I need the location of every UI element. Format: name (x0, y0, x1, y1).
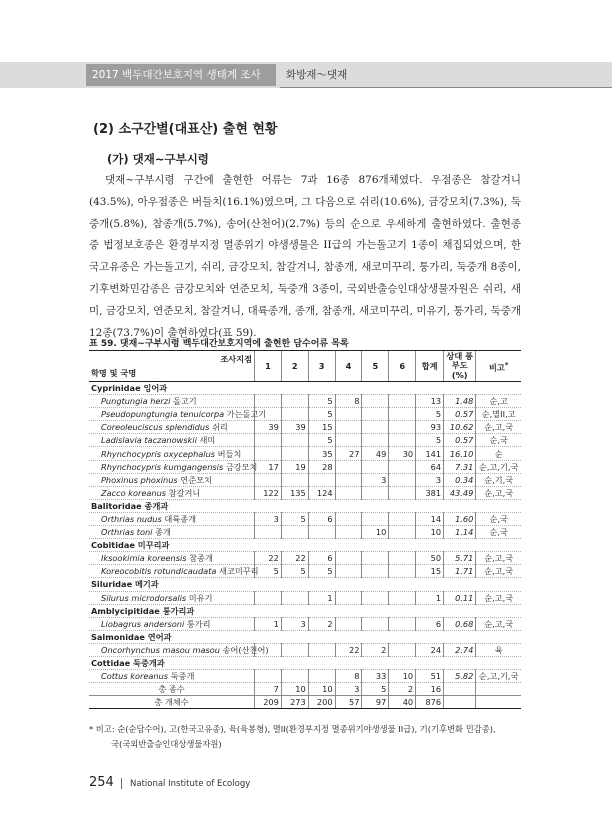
site-header: 2 (281, 351, 308, 382)
site-header: 4 (335, 351, 362, 382)
species-total: 50 (416, 552, 444, 565)
relative-abundance: 2.74 (444, 643, 476, 656)
relative-abundance: 1.60 (444, 512, 476, 525)
site-label: 조사지점 (220, 354, 252, 364)
korean-name: 대륙종개 (164, 513, 197, 524)
site-count (362, 486, 389, 499)
site-count (389, 552, 416, 565)
species-note: 순,기,국 (476, 473, 521, 486)
scientific-name: Rhynchocypris oxycephalus (101, 448, 216, 459)
total-header: 합계 (416, 351, 444, 382)
site-count (281, 434, 308, 447)
summary-total: 876 (416, 696, 444, 709)
summary-count: 40 (389, 696, 416, 709)
scientific-name: Phoxinus phoxinus (101, 474, 178, 485)
site-count: 1 (308, 591, 335, 604)
site-count (254, 473, 281, 486)
summary-ratio-empty (444, 696, 476, 709)
species-note: 순,고,국 (476, 617, 521, 630)
family-name: Amblycipitidae 퉁가리과 (89, 604, 521, 617)
species-total: 24 (416, 643, 444, 656)
species-note: 순,국 (476, 512, 521, 525)
table-row (89, 460, 521, 473)
table-row (89, 526, 521, 539)
section-title: (2) 소구간별(대표산) 출현 현황 (93, 122, 278, 137)
relative-abundance: 16.10 (444, 447, 476, 460)
scientific-name: Ladislavia taczanowskii (101, 435, 197, 446)
site-count: 5 (281, 512, 308, 525)
site-count (281, 447, 308, 460)
species-total: 14 (416, 512, 444, 525)
table-header-row (89, 351, 521, 382)
korean-name: 새미 (199, 435, 216, 446)
site-count: 39 (281, 421, 308, 434)
species-total: 381 (416, 486, 444, 499)
site-count (362, 434, 389, 447)
species-total: 1 (416, 591, 444, 604)
note-header-label: 비고 (488, 362, 505, 373)
summary-count: 5 (362, 683, 389, 696)
header-chapter: 화방재～댓재 (286, 69, 348, 81)
site-count (254, 434, 281, 447)
species-note: 순,고,국 (476, 421, 521, 434)
korean-name: 퉁가리 (186, 618, 211, 629)
species-total: 15 (416, 565, 444, 578)
relative-abundance: 5.82 (444, 670, 476, 683)
page-number: 254 (89, 775, 114, 790)
species-note: 순,고,국 (476, 486, 521, 499)
species-name-cell (89, 447, 254, 460)
species-name-cell (89, 421, 254, 434)
species-total: 141 (416, 447, 444, 460)
species-total: 5 (416, 434, 444, 447)
site-count: 5 (281, 565, 308, 578)
site-count: 6 (308, 512, 335, 525)
site-count: 2 (308, 617, 335, 630)
site-count (362, 552, 389, 565)
summary-count: 273 (281, 696, 308, 709)
summary-label: 총 종수 (89, 683, 254, 696)
korean-name: 참종개 (189, 553, 213, 564)
relative-abundance: 0.57 (444, 408, 476, 421)
site-count (254, 447, 281, 460)
site-count: 15 (308, 421, 335, 434)
table-row (89, 512, 521, 525)
site-count: 39 (254, 421, 281, 434)
scientific-name: Pseudopungtungia tenuicorpa (101, 409, 225, 420)
relative-abundance: 0.57 (444, 434, 476, 447)
footer-separator (121, 778, 122, 789)
scientific-name: Silurus microdorsalis (101, 592, 187, 603)
site-count: 5 (254, 565, 281, 578)
site-count (308, 643, 335, 656)
species-total: 3 (416, 473, 444, 486)
summary-count: 2 (389, 683, 416, 696)
site-count: 22 (281, 552, 308, 565)
site-count (254, 670, 281, 683)
site-count (308, 473, 335, 486)
site-count (362, 591, 389, 604)
site-count: 1 (254, 617, 281, 630)
table-caption: 표 59. 댓재~구부시령 백두대간보호지역에 출현한 담수어류 목록 (89, 339, 349, 349)
site-count (335, 473, 362, 486)
scientific-name: Liobagrus andersoni (101, 618, 185, 629)
site-count (335, 526, 362, 539)
species-name-cell (89, 526, 254, 539)
site-count (335, 591, 362, 604)
site-count: 124 (308, 486, 335, 499)
species-note: 순,고,국 (476, 565, 521, 578)
relative-abundance: 7.31 (444, 460, 476, 473)
summary-count: 200 (308, 696, 335, 709)
korean-name: 쉬리 (211, 422, 228, 433)
species-total: 64 (416, 460, 444, 473)
table-row (89, 408, 521, 421)
korean-name: 가는돌고기 (226, 409, 267, 420)
site-count: 17 (254, 460, 281, 473)
fish-table (89, 350, 521, 709)
summary-count: 57 (335, 696, 362, 709)
site-count (281, 473, 308, 486)
table-row (89, 421, 521, 434)
site-count: 10 (389, 670, 416, 683)
species-total: 6 (416, 617, 444, 630)
relative-abundance: 0.68 (444, 617, 476, 630)
summary-count: 209 (254, 696, 281, 709)
footnote-line: 국(국외반출승인대상생물자원) (111, 739, 222, 749)
site-count (335, 617, 362, 630)
table-row (89, 591, 521, 604)
species-name-cell (89, 395, 254, 408)
family-row (89, 382, 521, 395)
site-count (308, 526, 335, 539)
site-count (389, 460, 416, 473)
family-row (89, 539, 521, 552)
individual-total-row (89, 696, 521, 709)
site-count (389, 526, 416, 539)
header-corner-cell (89, 351, 254, 382)
site-count: 135 (281, 486, 308, 499)
relative-abundance: 0.34 (444, 473, 476, 486)
site-count: 27 (335, 447, 362, 460)
summary-count: 3 (335, 683, 362, 696)
footnote (89, 722, 529, 752)
species-name-cell (89, 591, 254, 604)
site-count (281, 591, 308, 604)
species-total: 13 (416, 395, 444, 408)
summary-ratio-empty (444, 683, 476, 696)
site-count (281, 408, 308, 421)
site-count: 5 (308, 395, 335, 408)
species-name-cell (89, 460, 258, 473)
site-count (389, 473, 416, 486)
site-count: 122 (254, 486, 281, 499)
site-count (335, 460, 362, 473)
site-count: 3 (254, 512, 281, 525)
table-row (89, 617, 521, 630)
note-header (476, 351, 521, 382)
site-count (335, 486, 362, 499)
table-row (89, 565, 521, 578)
site-count: 49 (362, 447, 389, 460)
site-count (335, 421, 362, 434)
site-count (389, 643, 416, 656)
korean-name: 참갈겨니 (168, 487, 201, 498)
note-header-mark: * (504, 360, 509, 369)
family-name: Balitoridae 종개과 (89, 499, 521, 512)
species-note: 순,멸II,고 (476, 408, 521, 421)
site-count (335, 565, 362, 578)
header-report-title: 2017 백두대간보호지역 생태계 조사 (86, 64, 276, 86)
summary-count: 10 (281, 683, 308, 696)
family-row (89, 630, 521, 643)
family-row (89, 578, 521, 591)
table-row (89, 434, 521, 447)
body-paragraph: 댓재~구부시령 구간에 출현한 어류는 7과 16종 876개체였다. 우점종은 참갈겨니(43.5%), 아우점종은 버들치(16.1%)였으며, 그 다음으로 쉬리(10.6%), 금강모치(7.3%), 둑중개(5.8%), 참종개(5.7%), 송어(산천어)(2.7%) 등의 순으로 우세하게 출현하였다. 출현종 중 법정보호종은 환경부지정 멸종위기 야생생물은 II급의 가는돌고기 1종이 채집되었으며, 한국고유종은 가는돌고기, 쉬리, 금강모치, 참갈겨니, 참종개, 새코미꾸리, 퉁가리, 둑중개 8종이, 기후변화민감종은 금강모치와 연준모치, 둑중개 3종이, 국외반출승인대상생물자원은 쉬리, 새미, 금강모치, 연준모치, 참갈겨니, 대륙종개, 종개, 참종개, 새코미꾸리, 미유기, 퉁가리, 둑중개 12종(73.7%)이 출현하였다(표 59). (89, 174, 521, 339)
relative-abundance: 43.49 (444, 486, 476, 499)
korean-name: 버들치 (217, 448, 242, 459)
korean-name: 돌고기 (172, 396, 197, 407)
site-count: 3 (362, 473, 389, 486)
header-rule (280, 87, 612, 88)
species-note: 순,국 (476, 434, 521, 447)
site-count (389, 395, 416, 408)
site-count (362, 565, 389, 578)
table-row (89, 447, 521, 460)
species-total: 10 (416, 526, 444, 539)
site-count: 30 (389, 447, 416, 460)
korean-name: 연준모치 (180, 474, 212, 485)
species-total: 93 (416, 421, 444, 434)
site-count (335, 552, 362, 565)
family-name: Cyprinidae 잉어과 (89, 382, 521, 395)
species-note: 육 (476, 643, 521, 656)
site-count: 22 (254, 552, 281, 565)
species-name-cell (89, 512, 254, 525)
korean-name: 미유기 (188, 592, 213, 603)
site-count: 5 (308, 434, 335, 447)
species-name-cell (89, 565, 259, 578)
summary-count: 10 (308, 683, 335, 696)
site-count: 6 (308, 552, 335, 565)
site-count (281, 526, 308, 539)
table-row (89, 395, 521, 408)
species-note: 순,고,기,국 (476, 460, 521, 473)
species-note: 순,국 (476, 526, 521, 539)
species-total: 5 (416, 408, 444, 421)
summary-note-empty (476, 683, 521, 696)
site-count (362, 617, 389, 630)
site-count (389, 434, 416, 447)
site-count (281, 670, 308, 683)
site-count (389, 512, 416, 525)
family-name: Siluridae 메기과 (89, 578, 521, 591)
species-name-cell (89, 670, 254, 683)
korean-name: 새코미꾸리 (219, 566, 259, 577)
species-total: 51 (416, 670, 444, 683)
species-name-cell (89, 473, 254, 486)
species-name-cell (89, 486, 254, 499)
species-note: 순,고,국 (476, 591, 521, 604)
site-count (389, 486, 416, 499)
site-count: 35 (308, 447, 335, 460)
site-count: 19 (281, 460, 308, 473)
species-note: 순,고,기,국 (476, 670, 521, 683)
site-count (335, 434, 362, 447)
scientific-name: Orthrias nudus (101, 513, 162, 524)
family-name: Salmonidae 연어과 (89, 630, 521, 643)
site-header: 6 (389, 351, 416, 382)
relative-abundance: 1.48 (444, 395, 476, 408)
footer-institute: National Institute of Ecology (130, 779, 251, 789)
scientific-name: Pungtungia herzi (101, 396, 171, 407)
family-row (89, 499, 521, 512)
table-row (89, 486, 521, 499)
subsection-title: (가) 댓재~구부시령 (107, 152, 209, 166)
species-note: 순,고 (476, 395, 521, 408)
relative-abundance: 10.62 (444, 421, 476, 434)
species-name-cell (89, 643, 269, 656)
family-name: Cottidae 둑중개과 (89, 656, 521, 669)
site-count (254, 526, 281, 539)
site-count (281, 395, 308, 408)
relative-abundance: 5.71 (444, 552, 476, 565)
scientific-name: Koreocobitis rotundicaudata (101, 566, 217, 577)
ratio-header: 상대 풍부도 (%) (444, 351, 476, 382)
site-header: 5 (362, 351, 389, 382)
species-note: 순 (476, 447, 521, 460)
scientific-name: Coreoleuciscus splendidus (101, 422, 210, 433)
summary-count: 97 (362, 696, 389, 709)
site-count: 22 (335, 643, 362, 656)
korean-name: 둑중개 (170, 671, 195, 682)
site-count: 10 (362, 526, 389, 539)
scientific-name: Orthrias toni (101, 527, 153, 538)
summary-note-empty (476, 696, 521, 709)
scientific-name: Zacco koreanus (101, 487, 167, 498)
korean-name: 금강모치 (225, 461, 258, 472)
site-count: 8 (335, 395, 362, 408)
species-name-cell (89, 617, 254, 630)
site-count (254, 591, 281, 604)
scientific-name: Rhynchocypris kumgangensis (101, 461, 224, 472)
site-count: 28 (308, 460, 335, 473)
relative-abundance: 0.11 (444, 591, 476, 604)
species-note: 순,고,국 (476, 552, 521, 565)
site-count: 3 (281, 617, 308, 630)
species-total-row (89, 683, 521, 696)
site-header: 1 (254, 351, 281, 382)
name-label: 학명 및 국명 (91, 368, 137, 378)
site-count (254, 395, 281, 408)
site-count (362, 408, 389, 421)
table-row (89, 670, 521, 683)
korean-name: 종개 (155, 527, 171, 538)
site-count (308, 670, 335, 683)
species-name-cell (89, 434, 254, 447)
summary-count: 7 (254, 683, 281, 696)
table-row (89, 473, 521, 486)
site-count (362, 395, 389, 408)
site-count (335, 408, 362, 421)
site-header: 3 (308, 351, 335, 382)
scientific-name: Iksookimia koreensis (101, 553, 187, 564)
species-name-cell (89, 408, 267, 421)
site-count: 8 (335, 670, 362, 683)
site-count (389, 565, 416, 578)
site-count: 5 (308, 565, 335, 578)
site-count (389, 617, 416, 630)
relative-abundance: 1.71 (444, 565, 476, 578)
family-row (89, 656, 521, 669)
family-name: Cobitidae 미꾸리과 (89, 539, 521, 552)
footnote-line: * 비고: 순(순담수어), 고(한국고유종), 육(육봉형), 멸II(환경부지정 멸종위기야생생물 II급), 기(기후변화 민감종), (89, 724, 496, 734)
site-count (362, 460, 389, 473)
site-count (389, 591, 416, 604)
relative-abundance: 1.14 (444, 526, 476, 539)
scientific-name: Cottus koreanus (101, 671, 169, 682)
table-row (89, 552, 521, 565)
site-count (389, 421, 416, 434)
site-count (281, 643, 308, 656)
site-count (335, 512, 362, 525)
site-count (362, 512, 389, 525)
table-row (89, 643, 521, 656)
site-count: 33 (362, 670, 389, 683)
site-count: 2 (362, 643, 389, 656)
scientific-name: Oncorhynchus masou masou (101, 644, 220, 655)
summary-total: 16 (416, 683, 444, 696)
site-count (389, 408, 416, 421)
summary-label: 총 개체수 (89, 696, 254, 709)
korean-name: 송어(산천어) (222, 644, 269, 655)
species-name-cell (89, 552, 254, 565)
site-count (362, 421, 389, 434)
site-count: 5 (308, 408, 335, 421)
family-row (89, 604, 521, 617)
table-body (89, 382, 521, 709)
